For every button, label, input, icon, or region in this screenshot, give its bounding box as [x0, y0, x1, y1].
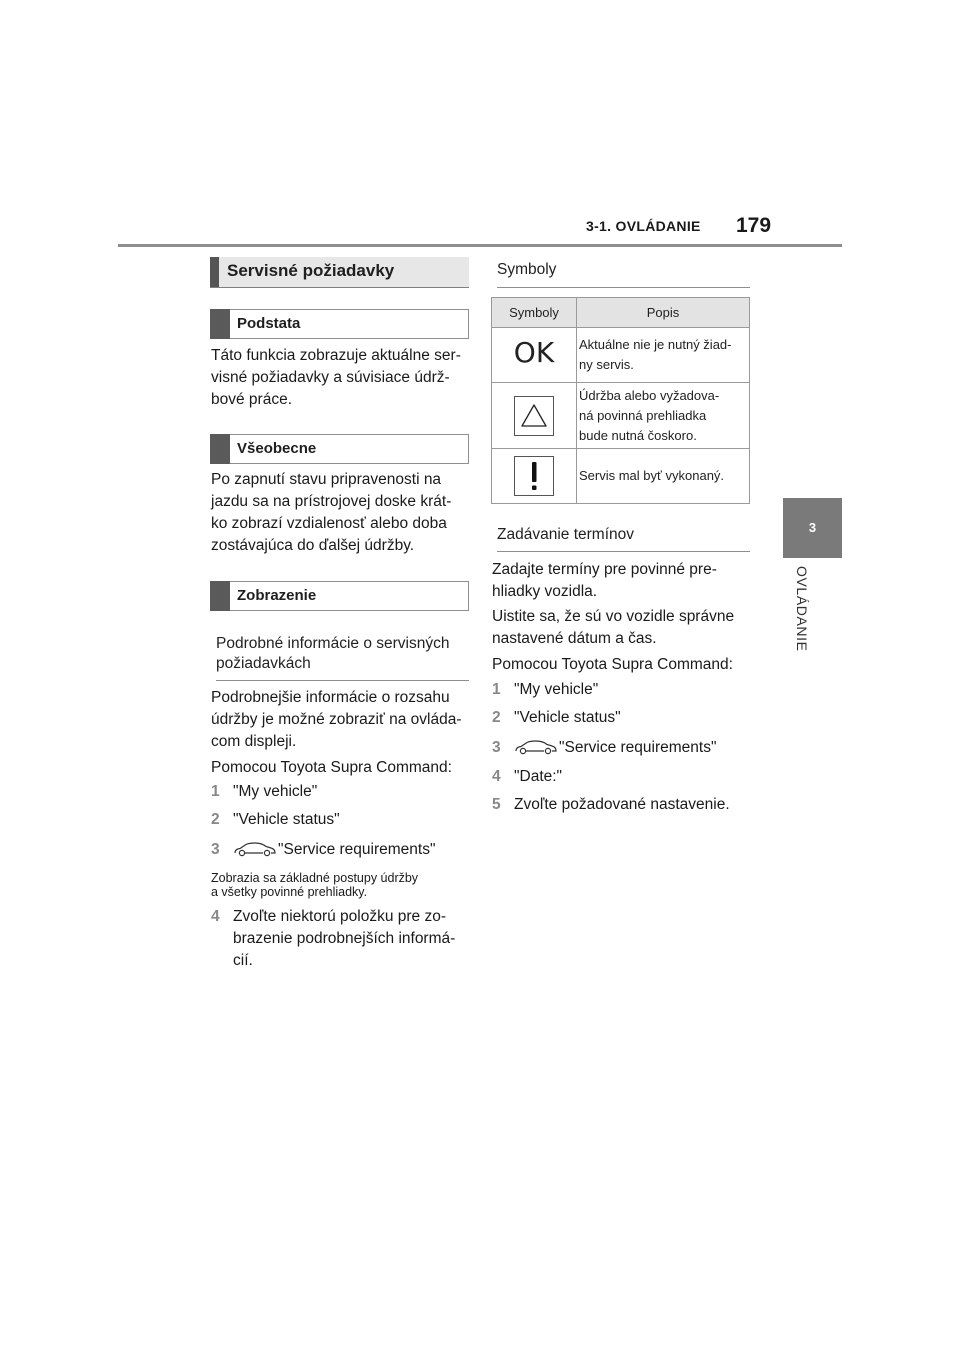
car-icon: [233, 840, 277, 858]
step-number: 3: [492, 739, 501, 756]
note-paragraph: [211, 871, 473, 899]
warning-triangle-icon: [514, 396, 554, 436]
step-text: Zvoľte požadované nastavenie.: [514, 796, 730, 813]
heading-text: Symboly: [497, 261, 557, 278]
text-line: bude nutná čoskoro.: [579, 427, 697, 443]
text-line: jazdu sa na prístrojovej doske krát-: [211, 493, 452, 510]
step-text: "My vehicle": [233, 783, 318, 800]
text-line: cií.: [233, 952, 253, 969]
subheading-zobrazenie: [210, 581, 469, 611]
step-item: [492, 707, 621, 729]
heading-text: Servisné požiadavky: [227, 261, 395, 280]
subheading-symboly: [497, 260, 750, 288]
text-line: Zadajte termíny pre povinné pre-: [492, 561, 717, 578]
heading-bar: [210, 434, 230, 464]
podrobne-paragraph: [211, 687, 473, 753]
step-number: 1: [211, 783, 220, 800]
text-line: zostávajúca do ďalšej údržby.: [211, 537, 415, 554]
step-item: [492, 737, 716, 759]
car-icon: [514, 738, 558, 756]
text-line: hliadky vozidla.: [492, 583, 598, 600]
chapter-tab: [783, 498, 842, 558]
section-heading-servisne: [210, 257, 469, 288]
step-text: "Vehicle status": [514, 709, 621, 726]
table-row: [492, 328, 750, 383]
symbol-cell: [492, 383, 577, 449]
text-line: ko zobrazí vzdialenosť alebo doba: [211, 515, 447, 532]
heading-text: Zobrazenie: [237, 587, 317, 604]
table-header-row: [492, 298, 750, 328]
header-rule: [118, 244, 842, 247]
subheading-vseobecne: [210, 434, 469, 464]
heading-text: Podstata: [237, 315, 301, 332]
chapter-label: OVLÁDANIE: [794, 566, 810, 652]
text-line: a všetky povinné prehliadky.: [211, 885, 368, 899]
table-row: [492, 449, 750, 504]
exclamation-icon: [514, 456, 554, 496]
heading-bar: [210, 581, 230, 611]
text-line: Podrobnejšie informácie o rozsahu: [211, 689, 450, 706]
text-line: visné požiadavky a súvisiace údrž-: [211, 369, 450, 386]
heading-bar: [210, 257, 219, 287]
description-cell: [577, 449, 750, 504]
step-item: [211, 809, 340, 831]
text-line: Aktuálne nie je nutný žiad-: [579, 337, 732, 352]
vseobecne-paragraph: [211, 469, 473, 557]
text-line: Uistite sa, že sú vo vozidle správne: [492, 608, 735, 625]
command-text: Pomocou Toyota Supra Command:: [492, 656, 733, 673]
column-header-popis: Popis: [577, 298, 750, 328]
terminy-paragraph: [492, 559, 754, 603]
step-item: [492, 794, 730, 816]
step-item: [492, 679, 598, 701]
text-line: Údržba alebo vyžadova-: [579, 387, 720, 403]
text-line: bové práce.: [211, 391, 292, 408]
step-number: 3: [211, 841, 220, 858]
step-number: 1: [492, 681, 501, 698]
step-text: "Service requirements": [278, 841, 436, 858]
subheading-zadavanie-terminov: [497, 525, 750, 552]
step-item: [211, 781, 317, 803]
text-line: Zvoľte niektorú položku pre zo-: [233, 908, 447, 925]
command-text: Pomocou Toyota Supra Command:: [211, 759, 452, 776]
text-line: Zobrazia sa základné postupy údržby: [211, 871, 419, 885]
step-number: 4: [211, 908, 220, 925]
step-text: "Date:": [514, 768, 563, 785]
step-number: 5: [492, 796, 501, 813]
text-line: ná povinná prehliadka: [579, 407, 707, 423]
text-line: nastavené dátum a čas.: [492, 630, 657, 647]
subheading-podrobne: [216, 634, 469, 681]
section-title: 3-1. OVLÁDANIE: [586, 218, 701, 234]
table-row: [492, 383, 750, 449]
step-text: "Service requirements": [559, 739, 717, 756]
ok-icon: OK: [513, 335, 555, 369]
heading-text: Zadávanie termínov: [497, 526, 634, 543]
symbol-cell: [492, 328, 577, 383]
step-item: [211, 906, 473, 972]
text-line: brazenie podrobnejších informá-: [233, 930, 456, 947]
heading-text: Všeobecne: [237, 440, 317, 457]
step-text: "Vehicle status": [233, 811, 340, 828]
heading-line: požiadavkách: [216, 655, 311, 672]
heading-line: Podrobné informácie o servisných: [216, 635, 450, 652]
step-text: [233, 906, 473, 972]
check-paragraph: [492, 606, 754, 650]
text-line: Po zapnutí stavu pripravenosti na: [211, 471, 442, 488]
column-header-symboly: Symboly: [492, 298, 577, 328]
step-item: [492, 766, 562, 788]
heading-bar: [210, 309, 230, 339]
chapter-number: 3: [808, 520, 817, 535]
text-line: údržby je možné zobraziť na ovláda-: [211, 711, 462, 728]
subheading-podstata: [210, 309, 469, 339]
step-number: 4: [492, 768, 501, 785]
text-line: com displeji.: [211, 733, 297, 750]
step-number: 2: [211, 811, 220, 828]
step-number: 2: [492, 709, 501, 726]
text-line: Servis mal byť vykonaný.: [579, 468, 725, 483]
page-number: 179: [736, 214, 772, 237]
symbol-cell: [492, 449, 577, 504]
description-cell: [577, 383, 750, 449]
step-item: [211, 839, 435, 861]
text-line: Táto funkcia zobrazuje aktuálne ser-: [211, 347, 461, 364]
description-cell: [577, 328, 750, 383]
symbols-table: [491, 297, 750, 504]
step-text: "My vehicle": [514, 681, 599, 698]
podstata-paragraph: [211, 345, 473, 411]
text-line: ny servis.: [579, 357, 634, 372]
